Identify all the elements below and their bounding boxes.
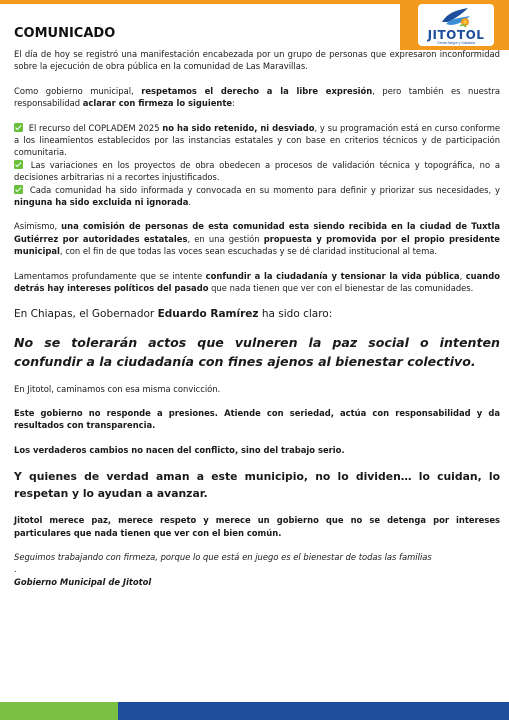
- signature: Gobierno Municipal de Jitotol: [14, 576, 152, 587]
- quote-gobernador: No se tolerarán actos que vulneren la paz social o intenten confundir a la ciudadanía con fines ajenos al bienestar colectivo.: [14, 334, 500, 369]
- header-orange-bar: [0, 0, 400, 4]
- paragraph-jitotol: En Jitotol, caminamos con esa misma convicción.: [14, 383, 221, 394]
- check-icon: [14, 185, 23, 194]
- footer-blue-bar: [118, 702, 509, 720]
- list-item-copladem: El recurso del COPLADEM 2025 no ha sido retenido, ni desviado, y su programación está en curso conforme a los lineamientos establecidos por las instancias estatales y con base en criterios técnicos y de participación comunitaria.: [14, 122, 501, 158]
- page-title: COMUNICADO: [14, 26, 116, 41]
- document-body: [14, 26, 500, 588]
- paragraph-lamentamos: Lamentamos profundamente que se intente confundir a la ciudadanía y tensionar la vida pública, cuando detrás hay intereses políticos del pasado que nada tienen que ver con el bienestar de las comunidades.: [14, 270, 500, 294]
- check-icon: [14, 123, 23, 132]
- paragraph-municipio: Y quienes de verdad aman a este municipio, no lo dividen… lo cuidan, lo respetan y lo ayudan a avanzar.: [14, 470, 500, 501]
- paragraph-dot: .: [14, 564, 17, 575]
- logo-tagline: Gente Alegre y Solidaria: [437, 41, 475, 45]
- logo-name: JITOTOL: [427, 28, 485, 42]
- paragraph-merece: Jitotol merece paz, merece respeto y merece un gobierno que no se detenga por intereses particulares que nada tienen que ver con el bien común.: [14, 515, 500, 538]
- footer-green-bar: [0, 702, 118, 720]
- check-icon: [14, 160, 23, 169]
- paragraph-comision: Asimismo, una comisión de personas de esta comunidad esta siendo recibida en la ciudad de Tuxtla Gutiérrez por autoridades estatales, en una gestión propuesta y promovida por el propio presidente municipal, con el fin de que todas las voces sean escuchadas y se dé claridad institucional al tema.: [14, 221, 500, 257]
- list-item-variaciones: Las variaciones en los proyectos de obra obedecen a procesos de validación técnica y topográfica, no a decisiones arbitrarias ni a recortes injustificados.: [14, 159, 500, 183]
- paragraph-position: Como gobierno municipal, respetamos el derecho a la libre expresión, pero también es nuestra responsabilidad aclarar con firmeza lo siguiente:: [14, 85, 500, 109]
- list-item-comunidades: Cada comunidad ha sido informada y convocada en su momento para definir y priorizar sus necesidades, y ninguna ha sido excluida ni ignorada.: [14, 184, 500, 208]
- paragraph-gobernador: En Chiapas, el Gobernador Eduardo Ramírez ha sido claro:: [14, 307, 333, 320]
- paragraph-seguimos: Seguimos trabajando con firmeza, porque lo que está en juego es el bienestar de todas las familias: [14, 551, 432, 562]
- paragraph-presiones: Este gobierno no responde a presiones. Atiende con seriedad, actúa con responsabilidad y da resultados con transparencia.: [14, 407, 500, 431]
- paragraph-intro: El día de hoy se registró una manifestación encabezada por un grupo de personas que expresaron inconformidad sobre la ejecución de obra pública en la comunidad de Las Maravillas.: [14, 49, 500, 72]
- paragraph-cambios: Los verdaderos cambios no nacen del conflicto, sino del trabajo serio.: [14, 444, 345, 455]
